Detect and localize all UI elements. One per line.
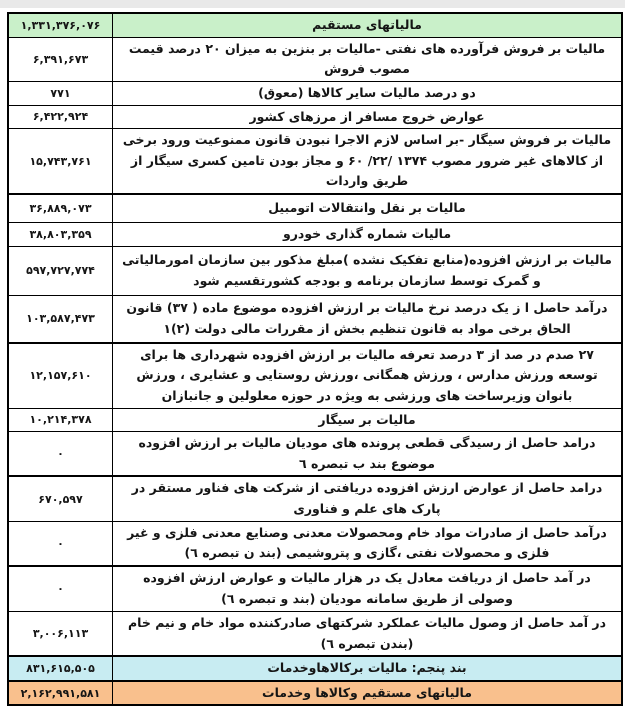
row-value: ۳,۰۰۶,۱۱۳ [32, 627, 89, 640]
row-label: درامد حاصل از رسیدگی قطعی پرونده های مودیان مالیات بر ارزش افزوده موضوع بند ب تبصره ٦ [112, 432, 621, 475]
row-value: ۶,۴۲۲,۹۲۴ [32, 110, 89, 124]
row-value: ۰ [57, 447, 64, 461]
top-margin-band [0, 0, 625, 8]
row-value: ۱۰۳,۵۸۷,۴۷۳ [26, 312, 95, 326]
table-row [9, 247, 621, 296]
row-value: ۱۵,۷۴۳,۷۶۱ [29, 154, 92, 168]
row-label: مالیات بر ارزش افزوده(منابع تفکیک نشده )مبلغ مذکور بین سازمان امورمالیاتی و گمرک توسط سازمان برنامه و بودجه کشورتقسیم شود [112, 247, 621, 295]
row-value: ۱۰,۲۱۴,۳۷۸ [29, 413, 92, 427]
row-label: مالیات بر فروش سیگار -بر اساس لازم الاجرا نبودن قانون ممنوعیت ورود برخی از کالاهای غیر ضرور مصوب ۱۳۷۴ /۲۲/ ۶۰ و مجاز بودن تامین کسری سیگار از طریق واردات [112, 129, 621, 193]
row-label: بند پنجم: مالیات برکالاهاوخدمات [112, 657, 621, 680]
row-label: در آمد حاصل از وصول مالیات عملکرد شرکتهای صادرکننده مواد خام و نیم خام (بندن تبصره ٦) [112, 612, 621, 655]
table-row [9, 612, 621, 657]
row-label: مالیات شماره گذاری خودرو [112, 223, 621, 246]
row-label: مالیات بر نقل وانتقالات اتومبیل [112, 195, 621, 222]
row-value: ۰ [57, 582, 64, 596]
row-label: مالیات بر فروش فرآورده های نفتی -مالیات بر بنزین به میزان ۲۰ درصد قیمت مصوب فروش [112, 38, 621, 81]
table-row [9, 409, 621, 433]
table-row [9, 522, 621, 567]
row-value: ۱,۳۳۱,۳۷۶,۰۷۶ [9, 14, 112, 37]
tax-revenue-table [7, 12, 623, 706]
row-label: درامد حاصل از عوارض ارزش افزوده دریافتی از شرکت های فناور مستقر در پارک های علم و فناوری [112, 477, 621, 520]
row-label: درآمد حاصل از صادرات مواد خام ومحصولات معدنی وصنایع معدنی فلزی و غیر فلزی و محصولات نفتی ،گازی و پتروشیمی (بند ن تبصره ٦) [112, 522, 621, 565]
row-label: عوارض خروج مسافر از مرزهای کشور [112, 106, 621, 129]
direct-taxes-header-row [9, 14, 621, 38]
table-row [9, 567, 621, 612]
table-row [9, 82, 621, 106]
row-value: ۱۲,۱۵۷,۶۱۰ [29, 369, 92, 383]
table-row [9, 195, 621, 223]
table-row [9, 106, 621, 130]
row-value: ۳۶,۸۸۹,۰۷۳ [29, 202, 92, 215]
row-value: ۰ [57, 536, 64, 550]
row-label: ۲۷ صدم در صد از ۳ درصد تعرفه مالیات بر ارزش افزوده شهرداری ها برای توسعه ورزش مدارس ، ورزش همگانی ،ورزش روستایی و عشایری ، ورزش بانوان وزیرساخت های ورزشی به ویژه در حوزه معلولین و جانبازان [112, 344, 621, 408]
row-value: ۶,۳۹۱,۶۷۳ [32, 52, 89, 66]
row-label: مالیاتهای مستقیم وکالاها وخدمات [112, 682, 621, 705]
table-row [9, 432, 621, 477]
row-label: درآمد حاصل ا ز یک درصد نرخ مالیات بر ارزش افزوده موضوع ماده ( ۳۷) قانون الحاق برخی مواد به قانون تنظیم بخش از مقررات مالی دولت (۲)۱ [112, 296, 621, 342]
table-row [9, 38, 621, 82]
row-label: دو درصد مالیات سایر کالاها (معوق) [112, 82, 621, 105]
row-label: مالیاتهای مستقیم [112, 14, 621, 37]
grand-total-row [9, 682, 621, 705]
table-row [9, 477, 621, 521]
row-value: ۷۷۱ [50, 86, 71, 100]
row-value: ۶۷۰,۵۹۷ [38, 492, 83, 506]
row-value: ۵۹۷,۷۲۷,۷۷۴ [26, 264, 95, 278]
row-value: ۳۸,۸۰۳,۳۵۹ [29, 227, 92, 241]
row-value: ۲,۱۶۲,۹۹۱,۵۸۱ [9, 682, 112, 705]
goods-services-summary-row [9, 657, 621, 682]
row-label: مالیات بر سیگار [112, 409, 621, 432]
row-value: ۸۳۱,۶۱۵,۵۰۵ [9, 657, 112, 680]
table-row [9, 129, 621, 195]
table-row [9, 344, 621, 409]
table-row [9, 296, 621, 344]
row-label: در آمد حاصل از دریافت معادل یک در هزار مالیات و عوارض ارزش افزوده وصولی از طریق سامانه مودیان (بند و تبصره ٦) [112, 567, 621, 611]
table-row [9, 223, 621, 247]
